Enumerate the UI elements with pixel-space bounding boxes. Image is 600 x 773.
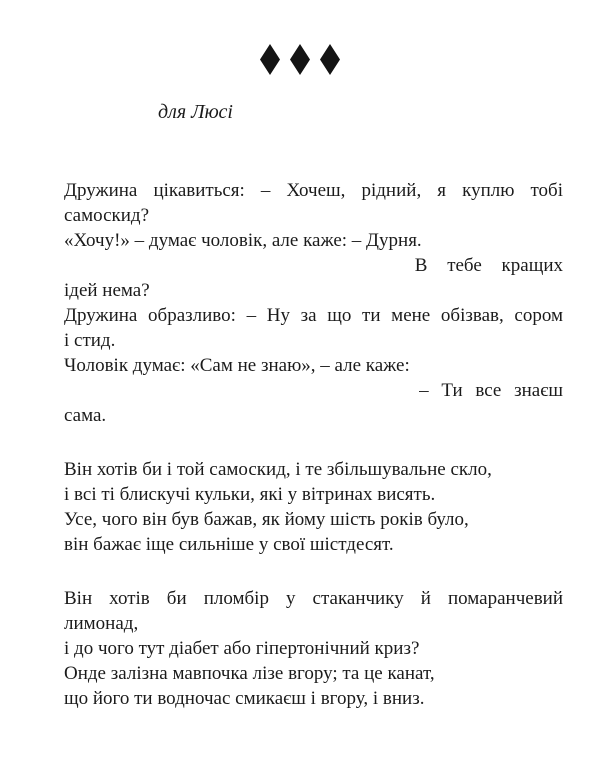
poem-line: і до чого тут діабет або гіпертонічний криз? xyxy=(64,638,420,659)
stanza xyxy=(64,178,563,428)
diamond-icon xyxy=(320,44,340,75)
stanza xyxy=(64,586,563,711)
poem-line: лимонад, xyxy=(64,613,139,634)
diamond-icon xyxy=(290,44,310,75)
poem-line: і стид. xyxy=(64,330,116,351)
poem-line: Дружина цікавиться: – Хочеш, рідний, я куплю тобі xyxy=(64,180,563,201)
poem-line: В тебе кращих xyxy=(414,255,563,276)
poem-line: Усе, чого він був бажав, як йому шість років було, xyxy=(64,509,469,530)
diamond-icon xyxy=(260,44,280,75)
poem-line: сама. xyxy=(64,405,107,426)
dedication: для Люсі xyxy=(158,101,233,123)
poem-line: він бажає іще сильніше у свої шістдесят. xyxy=(64,534,394,555)
poem-line: «Хочу!» – думає чоловік, але каже: – Дурня. xyxy=(64,230,422,251)
ornament-diamonds xyxy=(0,44,600,75)
poem-line: ідей нема? xyxy=(64,280,150,301)
poem-line: Він хотів би і той самоскид, і те збільшувальне скло, xyxy=(64,459,492,480)
poem-line: і всі ті блискучі кульки, які у вітринах висять. xyxy=(64,484,436,505)
poem-line: Онде залізна мавпочка лізе вгору; та це канат, xyxy=(64,663,435,684)
poem-body xyxy=(64,178,563,711)
poem-line: Він хотів би пломбір у стаканчику й помаранчевий xyxy=(64,588,563,609)
poem-line: Чоловік думає: «Сам не знаю», – але каже: xyxy=(64,355,410,376)
poem-line: Дружина образливо: – Ну за що ти мене обізвав, сором xyxy=(64,305,563,326)
stanza xyxy=(64,457,563,557)
poem-line: що його ти водночас смикаєш і вгору, і вниз. xyxy=(64,688,425,709)
poem-line: самоскид? xyxy=(64,205,150,226)
poem-line: – Ти все знаєш xyxy=(419,380,563,401)
